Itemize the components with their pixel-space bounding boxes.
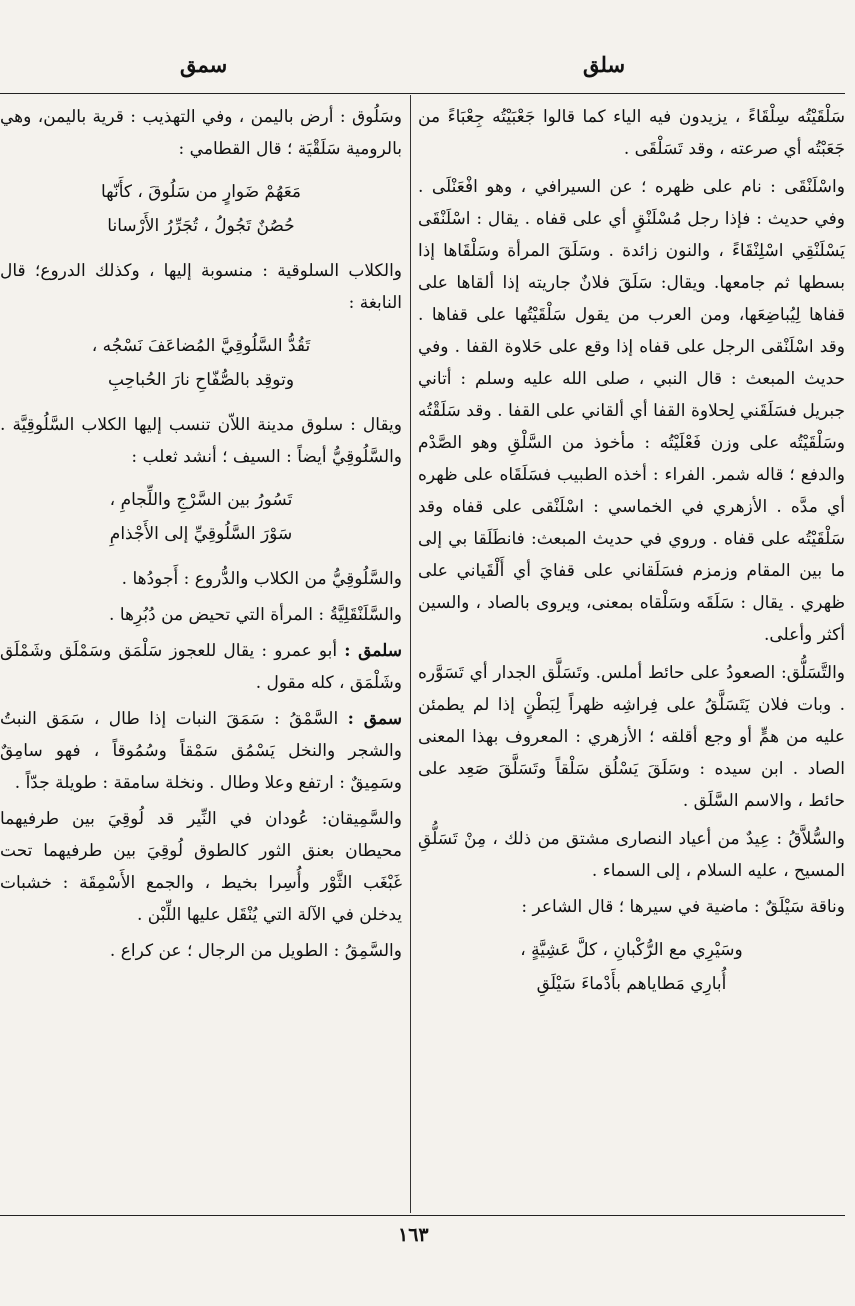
entry-paragraph: والسَّلَنْقَلِيَّةُ : المرأة التي تحيض من دُبُرِها . [109,605,402,625]
poetry-verse [0,175,402,243]
page-number: ١٦٣ [398,1224,429,1246]
verse-line: تَقُدُّ السَّلُوقِيَّ المُضاعَفَ نَسْجُه ، [91,336,311,356]
entry-paragraph: والسَّمِيقان: عُودان في النِّير قد لُوقِيَ بين طرفيهما محيطان بعنق الثور كالطوق لُوقِيَ بين طرفيهما تحت غَبْغَب الثَّوْر وأُسِرا بخيط ، والجمع الأَسْمِقَة : خشبات يدخلن في الآلة التي يُنْقَل عليها اللِّبْن . [0,809,402,925]
entry-headword: سمق : [347,709,402,729]
header-left-root-word: سمق [180,52,228,77]
column-divider [410,95,411,1213]
verse-line: وسَيْرِي مع الرُّكْبانِ ، كلَّ عَشِيَّةٍ ، [520,940,743,960]
verse-line: تَسُورُ بين السَّرْجِ واللِّجامِ ، [109,490,293,510]
entry-paragraph: والسُّلاَّقُ : عِيدٌ من أعياد النصارى مشتق من ذلك ، مِنْ تَسَلُّقِ المسيح ، عليه السلام ، إلى السماء . [418,829,845,881]
poetry-verse [418,933,845,1001]
entry-paragraph: والتَّسَلُّق: الصعودُ على حائط أملس. وتَسَلَّق الجدار أي تَسَوَّره . وبات فلان يَتَسَلَّقُ على فِراشِه ظهراً لِبَطْنٍ إذا لم يطمئن عليه من همٍّ أو وجع أقلقه ؛ الأزهري : المعروف بهذا المعنى الصاد . ابن سيده : وسَلَقَ يَسْلُق سَلْقاً وتَسَلَّقَ صَعِد على حائط ، والاسم السَّلَق . [418,663,845,811]
entry-paragraph: وناقة سَيْلَقٌ : ماضية في سيرها ؛ قال الشاعر : [521,897,845,917]
verse-line: سَوْرَ السَّلُوقِيِّ إلى الأَجْذامِ [109,524,293,544]
entry-paragraph: وسَلُوق : أرض باليمن ، وفي التهذيب : قرية باليمن، وهي بالرومية سَلَقْيَة ؛ قال القطامي : [0,107,402,159]
entry-paragraph [0,703,402,799]
entry-text: السَّمْقُ : سَمَقَ النبات إذا طال ، سَمَق النبتُ والشجر والنخل يَسْمُق سَمْقاً وسُمُوقاً ، فهو سامِقٌ وسَمِيقٌ : ارتفع وعلا وطال . ونخلة سامقة : طويلة جدّاً . [0,709,402,793]
right-column [418,101,845,1013]
verse-line: حُصُنٌ تَجُولُ ، تُجَرِّرُ الأَرْسانا [107,216,295,236]
header-right-root-word: سلق [583,52,626,77]
entry-paragraph: ويقال : سلوق مدينة اللاّن تنسب إليها الكلاب السَّلُوقِيَّة . والسَّلُوقِيُّ أيضاً : السيف ؛ أنشد ثعلب : [0,415,402,467]
left-column [0,101,402,971]
bottom-rule [0,1215,845,1216]
verse-line: وتوقِد بالصُّفّاحِ نارَ الحُباحِبِ [107,370,295,390]
entry-text: أبو عمرو : يقال للعجوز سَلْمَق وسَمْلَق وشَمْلَق وشَلْمَق ، كله مقول . [0,641,402,693]
verse-line: أُبارِي مَطاياهم بأَدْماءَ سَيْلَقِ [536,974,727,994]
entry-paragraph: والسَّلُوقِيُّ من الكلاب والدُّروع : أَجودُها . [121,569,402,589]
verse-line: مَعَهُمْ ضَوارٍ من سَلُوقَ ، كأَنّها [100,182,302,202]
entry-paragraph: والكلاب السلوقية : منسوبة إليها ، وكذلك الدروع؛ قال النابغة : [0,261,402,313]
entry-paragraph: واسْلَنْقَى : نام على ظهره ؛ عن السيرافي ، وهو افْعَنْلَى . وفي حديث : فإذا رجل مُسْلَنْقٍ أي على قفاه . يقال : اسْلَنْقَى يَسْلَنْقِي اسْلِنْقَاءً ، والنون زائدة . وسَلَقَ المرأة وسَلْقَاها إذا بسطها ثم جامعها. ويقال: سَلَقَ فلانٌ جاريته إذا ألقاها على قفاها لِيُباضِعَها، ومن العرب من يقول سَلْقَيْتُها على قفاها . وقد اسْلَنْقى الرجل على قفاه إذا وقع على حَلاوة القفا . وفي حديث المبعث : قال النبي ، صلى الله عليه وسلم : أتاني جبريل فسَلَقَني لِحلاوة القفا أي ألقاني على القفا . وقد سَلَقْتُه وسَلْقَيْتُه على وزن فَعْلَيْتُه : مأخوذ من السَّلْقِ وهو الصَّدْم والدفع ؛ قاله شمر. الفراء : أخذه الطبيب فسَلَقَاه على ظهره أي مدَّه . الأزهري في الخماسي : اسْلَنْقى على قفاه وقد سَلْقَيْتُه على قفاه . وروي في حديث المبعث: فانطَلَقا بي إلى ما بين المقام وزمزم فسَلَقاني على قفايَ أي أَلْقَياني على ظهري . يقال : سَلَقَه وسَلْقاه بمعنى، ويروى بالصاد ، والسين أكثر وأعلى. [418,177,845,645]
poetry-verse [0,329,402,397]
entry-paragraph: والسَّمِقُ : الطويل من الرجال ؛ عن كراع . [109,941,402,961]
entry-headword: سلمق : [344,641,402,661]
entry-paragraph [0,635,402,699]
top-rule [0,93,845,94]
entry-paragraph: سَلْقَيْتُه سِلْقَاءً ، يزيدون فيه الياء كما قالوا جَعْبَيْتُه جِعْبَاءً من جَعَبْتُه أي صرعته ، وقد تَسَلْقَى . [418,107,845,159]
poetry-verse [0,483,402,551]
